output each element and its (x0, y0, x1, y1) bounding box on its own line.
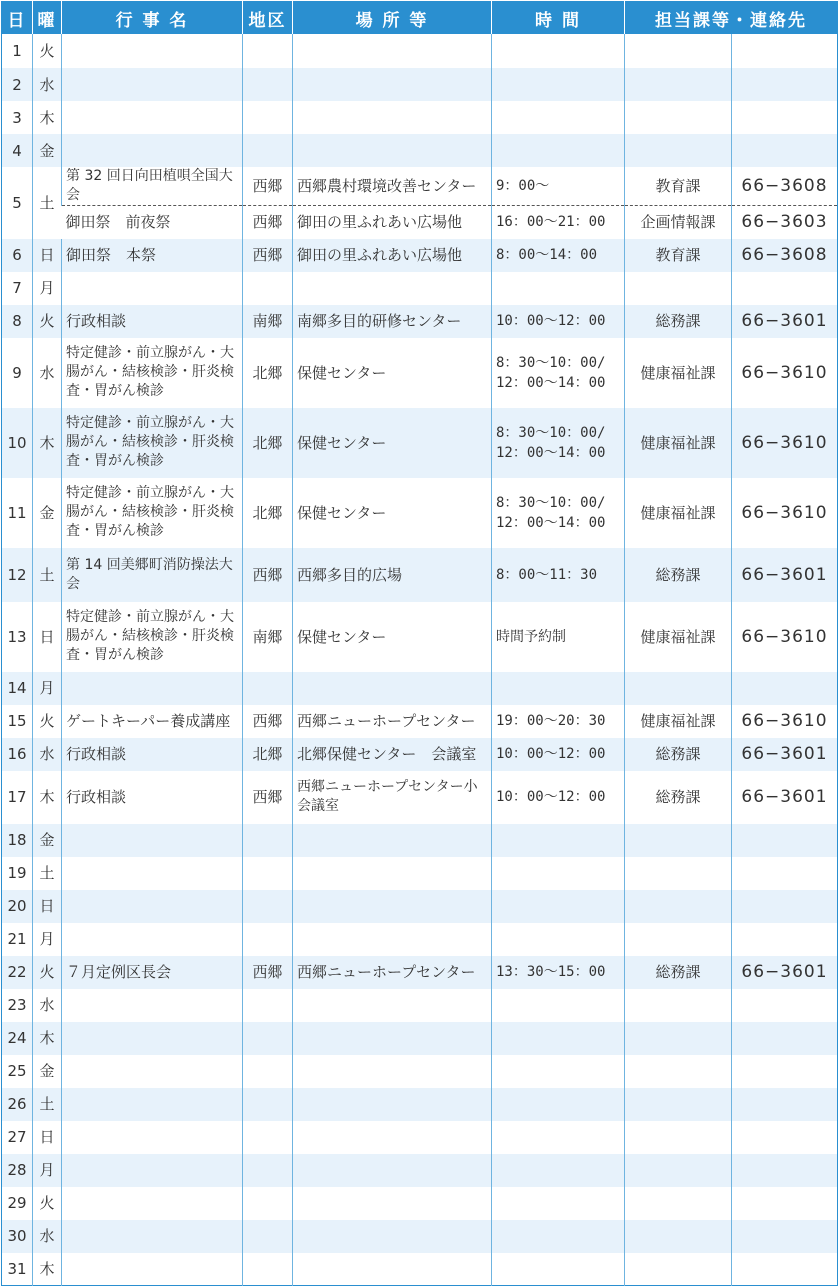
time-cell (492, 1187, 625, 1220)
weekday-cell: 月 (33, 1154, 62, 1187)
event-name-cell: 特定健診・前立腺がん・大腸がん・結核検診・肝炎検査・胃がん検診 (62, 478, 243, 548)
department-cell (625, 272, 732, 305)
table-row (2, 408, 838, 478)
table-row (2, 923, 838, 956)
day-cell: 3 (12, 108, 22, 127)
place-cell (293, 1220, 492, 1253)
weekday-cell: 木 (33, 1253, 62, 1286)
department-cell: 健康福祉課 (625, 408, 732, 478)
time-cell (492, 1055, 625, 1088)
weekday-cell: 火 (33, 1187, 62, 1220)
weekday-cell: 火 (33, 705, 62, 738)
phone-cell: 66−3601 (732, 738, 838, 771)
table-row (2, 738, 838, 771)
day-cell: 7 (12, 279, 22, 297)
weekday-cell: 日 (33, 239, 62, 272)
day-cell: 26 (2, 1088, 33, 1121)
table-row (2, 890, 838, 923)
place-cell (293, 672, 492, 705)
day-cell: 2 (2, 68, 33, 101)
time-cell (492, 1220, 625, 1253)
event-name-cell (62, 272, 243, 305)
event-name-cell (62, 1220, 243, 1253)
place-cell (293, 34, 492, 68)
event-name-cell (62, 34, 243, 68)
phone-cell: 66−3610 (732, 408, 838, 478)
area-cell: 西郷 (243, 771, 293, 824)
area-cell: 西郷 (243, 705, 293, 738)
weekday-cell: 水 (33, 1220, 62, 1253)
department-cell (625, 101, 732, 134)
event-name-cell (62, 989, 243, 1022)
area-cell (243, 890, 293, 923)
time-cell (492, 824, 625, 857)
area-cell (243, 1022, 293, 1055)
event-name-cell: 御田祭 前夜祭 (62, 206, 243, 239)
place-cell: 西郷ニューホープセンター (293, 956, 492, 989)
area-cell (243, 1121, 293, 1154)
time-cell (492, 34, 625, 68)
department-cell: 健康福祉課 (625, 478, 732, 548)
department-cell (625, 134, 732, 167)
phone-cell: 66−3608 (732, 167, 838, 206)
table-row (2, 68, 838, 101)
time-cell: 10：00～12：00 (492, 738, 625, 771)
table-row (2, 206, 838, 239)
table-row (2, 167, 838, 206)
event-name-cell: 行政相談 (62, 771, 243, 824)
time-cell (492, 857, 625, 890)
department-cell: 教育課 (625, 239, 732, 272)
department-cell: 健康福祉課 (625, 705, 732, 738)
table-row (2, 1055, 838, 1088)
event-name-cell (62, 1187, 243, 1220)
weekday-cell: 水 (33, 338, 62, 408)
area-cell: 西郷 (243, 956, 293, 989)
area-cell (243, 989, 293, 1022)
table-row (2, 1220, 838, 1253)
weekday-cell: 木 (33, 408, 62, 478)
time-cell: 9：00～ (492, 167, 625, 206)
department-cell (625, 672, 732, 705)
event-name-cell (62, 1055, 243, 1088)
table-row (2, 1154, 838, 1187)
day-cell: 28 (2, 1154, 33, 1187)
time-cell: 8：30～10：00/ 12：00～14：00 (492, 408, 625, 478)
time-cell: 8：00～14：00 (492, 239, 625, 272)
department-cell: 総務課 (625, 305, 732, 338)
phone-cell (732, 824, 838, 857)
event-name-cell: 行政相談 (62, 305, 243, 338)
phone-cell (732, 68, 838, 101)
day-cell: 24 (2, 1022, 33, 1055)
table-row (2, 272, 838, 305)
day-cell: 18 (2, 824, 33, 857)
place-cell (293, 824, 492, 857)
place-cell: 保健センター (293, 408, 492, 478)
phone-cell: 66−3608 (732, 239, 838, 272)
phone-cell (732, 1022, 838, 1055)
time-cell: 時間予約制 (492, 602, 625, 672)
event-name-cell: 第 14 回美郷町消防操法大会 (62, 548, 243, 602)
place-cell (293, 989, 492, 1022)
time-cell (492, 923, 625, 956)
day-cell: 17 (7, 788, 27, 806)
phone-cell (732, 672, 838, 705)
event-name-cell (62, 923, 243, 956)
weekday-cell: 月 (33, 672, 62, 705)
time-cell (492, 989, 625, 1022)
event-calendar-table (1, 1, 838, 1286)
table-row (2, 34, 838, 68)
day-cell: 12 (2, 548, 33, 602)
area-cell: 西郷 (243, 239, 293, 272)
event-name-cell: 行政相談 (62, 738, 243, 771)
weekday-cell: 金 (33, 1055, 62, 1088)
day-cell: 10 (2, 408, 33, 478)
phone-cell: 66−3610 (732, 705, 838, 738)
time-cell: 8：30～10：00/ 12：00～14：00 (492, 478, 625, 548)
header-event-name: 行 事 名 (62, 2, 243, 35)
day-cell: 13 (7, 627, 27, 646)
place-cell: 御田の里ふれあい広場他 (293, 206, 492, 239)
weekday-cell: 金 (33, 478, 62, 548)
department-cell (625, 1253, 732, 1286)
place-cell: 御田の里ふれあい広場他 (293, 239, 492, 272)
day-cell: 30 (2, 1220, 33, 1253)
phone-cell: 66−3601 (732, 548, 838, 602)
event-name-cell (62, 672, 243, 705)
area-cell (243, 1253, 293, 1286)
place-cell (293, 1187, 492, 1220)
department-cell (625, 1187, 732, 1220)
place-cell (293, 272, 492, 305)
area-cell: 北郷 (243, 478, 293, 548)
day-cell: 29 (7, 1194, 27, 1212)
event-name-cell: 御田祭 本祭 (62, 239, 243, 272)
phone-cell (732, 134, 838, 167)
day-cell: 4 (2, 134, 33, 167)
phone-cell (732, 923, 838, 956)
place-cell (293, 68, 492, 101)
table-row (2, 548, 838, 602)
area-cell (243, 101, 293, 134)
department-cell (625, 989, 732, 1022)
header-contact: 担当課等・連絡先 (625, 2, 838, 35)
time-cell: 19：00～20：30 (492, 705, 625, 738)
time-cell (492, 890, 625, 923)
table-row (2, 602, 838, 672)
department-cell (625, 923, 732, 956)
department-cell: 教育課 (625, 167, 732, 206)
area-cell (243, 68, 293, 101)
event-name-cell: 特定健診・前立腺がん・大腸がん・結核検診・肝炎検査・胃がん検診 (62, 408, 243, 478)
day-cell: 1 (12, 42, 22, 60)
time-cell (492, 1022, 625, 1055)
area-cell (243, 134, 293, 167)
phone-cell (732, 1088, 838, 1121)
event-name-cell: 特定健診・前立腺がん・大腸がん・結核検診・肝炎検査・胃がん検診 (62, 602, 243, 672)
table-row (2, 771, 838, 824)
table-row (2, 672, 838, 705)
phone-cell: 66−3610 (732, 338, 838, 408)
event-name-cell: ゲートキーパー養成講座 (62, 705, 243, 738)
weekday-cell: 月 (33, 923, 62, 956)
header-area: 地区 (243, 2, 293, 35)
area-cell (243, 1220, 293, 1253)
weekday-cell: 月 (33, 272, 62, 305)
table-row (2, 824, 838, 857)
event-name-cell (62, 1022, 243, 1055)
phone-cell (732, 34, 838, 68)
phone-cell (732, 1055, 838, 1088)
place-cell (293, 1253, 492, 1286)
weekday-cell: 土 (33, 548, 62, 602)
weekday-cell: 日 (33, 890, 62, 923)
area-cell (243, 857, 293, 890)
header-time: 時 間 (492, 2, 625, 35)
area-cell (243, 272, 293, 305)
area-cell: 西郷 (243, 167, 293, 206)
weekday-cell: 木 (33, 101, 62, 134)
weekday-cell: 木 (33, 771, 62, 824)
department-cell: 健康福祉課 (625, 338, 732, 408)
time-cell (492, 134, 625, 167)
department-cell (625, 68, 732, 101)
place-cell: 北郷保健センター 会議室 (293, 738, 492, 771)
event-name-cell (62, 1253, 243, 1286)
time-cell: 13：30～15：00 (492, 956, 625, 989)
table-row (2, 1121, 838, 1154)
department-cell: 健康福祉課 (625, 602, 732, 672)
area-cell (243, 1187, 293, 1220)
place-cell (293, 1154, 492, 1187)
area-cell (243, 672, 293, 705)
weekday-cell: 水 (33, 68, 62, 101)
department-cell: 総務課 (625, 738, 732, 771)
weekday-cell: 木 (33, 1022, 62, 1055)
place-cell (293, 890, 492, 923)
event-name-cell (62, 1154, 243, 1187)
place-cell: 西郷農村環境改善センター (293, 167, 492, 206)
area-cell: 北郷 (243, 408, 293, 478)
place-cell (293, 1121, 492, 1154)
day-cell: 22 (2, 956, 33, 989)
phone-cell: 66−3601 (732, 771, 838, 824)
day-cell: 25 (7, 1062, 27, 1080)
table-row (2, 1022, 838, 1055)
place-cell: 西郷多目的広場 (293, 548, 492, 602)
day-cell: 19 (7, 864, 27, 882)
day-cell: 31 (7, 1259, 27, 1278)
area-cell (243, 34, 293, 68)
place-cell (293, 923, 492, 956)
weekday-cell: 火 (33, 956, 62, 989)
table-row (2, 705, 838, 738)
weekday-cell: 日 (33, 602, 62, 672)
time-cell (492, 1121, 625, 1154)
day-cell: 11 (7, 503, 27, 522)
day-cell: 14 (2, 672, 33, 705)
area-cell: 西郷 (243, 548, 293, 602)
place-cell: 保健センター (293, 602, 492, 672)
department-cell (625, 1121, 732, 1154)
phone-cell: 66−3610 (732, 478, 838, 548)
event-name-cell: ７月定例区長会 (62, 956, 243, 989)
day-cell: 5 (12, 193, 22, 212)
place-cell: 西郷ニューホープセンター (293, 705, 492, 738)
event-name-cell (62, 1088, 243, 1121)
phone-cell (732, 1154, 838, 1187)
table-row (2, 478, 838, 548)
time-cell: 10：00～12：00 (492, 771, 625, 824)
place-cell (293, 101, 492, 134)
place-cell (293, 1022, 492, 1055)
place-cell: 南郷多目的研修センター (293, 305, 492, 338)
weekday-cell: 金 (33, 824, 62, 857)
place-cell: 西郷ニューホープセンター小会議室 (293, 771, 492, 824)
weekday-cell: 水 (33, 989, 62, 1022)
department-cell (625, 34, 732, 68)
phone-cell: 66−3601 (732, 956, 838, 989)
day-cell: 27 (7, 1128, 27, 1146)
place-cell (293, 134, 492, 167)
department-cell (625, 1055, 732, 1088)
event-name-cell (62, 1121, 243, 1154)
department-cell (625, 1220, 732, 1253)
place-cell: 保健センター (293, 338, 492, 408)
weekday-cell: 火 (33, 305, 62, 338)
event-name-cell (62, 890, 243, 923)
table-row (2, 1253, 838, 1286)
header-row (2, 2, 838, 35)
place-cell (293, 1055, 492, 1088)
phone-cell (732, 857, 838, 890)
day-cell: 21 (7, 930, 27, 948)
phone-cell: 66−3601 (732, 305, 838, 338)
area-cell (243, 1088, 293, 1121)
phone-cell (732, 890, 838, 923)
day-cell: 16 (2, 738, 33, 771)
event-name-cell (62, 134, 243, 167)
time-cell: 8：30～10：00/ 12：00～14：00 (492, 338, 625, 408)
table-row (2, 134, 838, 167)
time-cell (492, 272, 625, 305)
place-cell (293, 1088, 492, 1121)
time-cell: 16：00～21：00 (492, 206, 625, 239)
phone-cell (732, 1187, 838, 1220)
event-name-cell: 特定健診・前立腺がん・大腸がん・結核検診・肝炎検査・胃がん検診 (62, 338, 243, 408)
phone-cell (732, 1253, 838, 1286)
event-name-cell (62, 101, 243, 134)
area-cell: 北郷 (243, 338, 293, 408)
department-cell: 総務課 (625, 548, 732, 602)
event-name-cell (62, 824, 243, 857)
header-place: 場 所 等 (293, 2, 492, 35)
header-day: 日 (2, 2, 33, 35)
department-cell (625, 890, 732, 923)
phone-cell (732, 1220, 838, 1253)
area-cell: 西郷 (243, 206, 293, 239)
event-name-cell: 第 32 回日向田植唄全国大会 (62, 167, 243, 206)
table-row (2, 1187, 838, 1220)
time-cell (492, 68, 625, 101)
day-cell: 15 (7, 712, 27, 730)
department-cell (625, 857, 732, 890)
time-cell: 10：00～12：00 (492, 305, 625, 338)
department-cell (625, 1154, 732, 1187)
weekday-cell: 火 (33, 34, 62, 68)
time-cell: 8：00～11：30 (492, 548, 625, 602)
department-cell: 総務課 (625, 771, 732, 824)
place-cell (293, 857, 492, 890)
day-cell: 9 (12, 363, 22, 382)
department-cell (625, 824, 732, 857)
event-name-cell (62, 68, 243, 101)
day-cell: 23 (7, 996, 27, 1014)
weekday-cell: 土 (33, 857, 62, 890)
table-row (2, 857, 838, 890)
table-row (2, 239, 838, 272)
area-cell: 南郷 (243, 602, 293, 672)
header-weekday: 曜 (33, 2, 62, 35)
weekday-cell: 土 (33, 167, 62, 239)
phone-cell (732, 989, 838, 1022)
time-cell (492, 1088, 625, 1121)
table-row (2, 101, 838, 134)
weekday-cell: 土 (33, 1088, 62, 1121)
weekday-cell: 金 (33, 134, 62, 167)
phone-cell (732, 101, 838, 134)
phone-cell (732, 272, 838, 305)
phone-cell: 66−3610 (732, 602, 838, 672)
time-cell (492, 672, 625, 705)
weekday-cell: 水 (33, 738, 62, 771)
phone-cell (732, 1121, 838, 1154)
weekday-cell: 日 (33, 1121, 62, 1154)
department-cell: 企画情報課 (625, 206, 732, 239)
day-cell: 6 (2, 239, 33, 272)
event-name-cell (62, 857, 243, 890)
table-row (2, 338, 838, 408)
area-cell (243, 923, 293, 956)
table-row (2, 956, 838, 989)
department-cell: 総務課 (625, 956, 732, 989)
department-cell (625, 1022, 732, 1055)
area-cell (243, 1154, 293, 1187)
phone-cell: 66−3603 (732, 206, 838, 239)
table-row (2, 1088, 838, 1121)
time-cell (492, 1154, 625, 1187)
area-cell: 北郷 (243, 738, 293, 771)
area-cell (243, 824, 293, 857)
table-row (2, 989, 838, 1022)
table-row (2, 305, 838, 338)
day-cell: 20 (2, 890, 33, 923)
time-cell (492, 101, 625, 134)
day-cell: 8 (2, 305, 33, 338)
time-cell (492, 1253, 625, 1286)
place-cell: 保健センター (293, 478, 492, 548)
area-cell: 南郷 (243, 305, 293, 338)
department-cell (625, 1088, 732, 1121)
area-cell (243, 1055, 293, 1088)
